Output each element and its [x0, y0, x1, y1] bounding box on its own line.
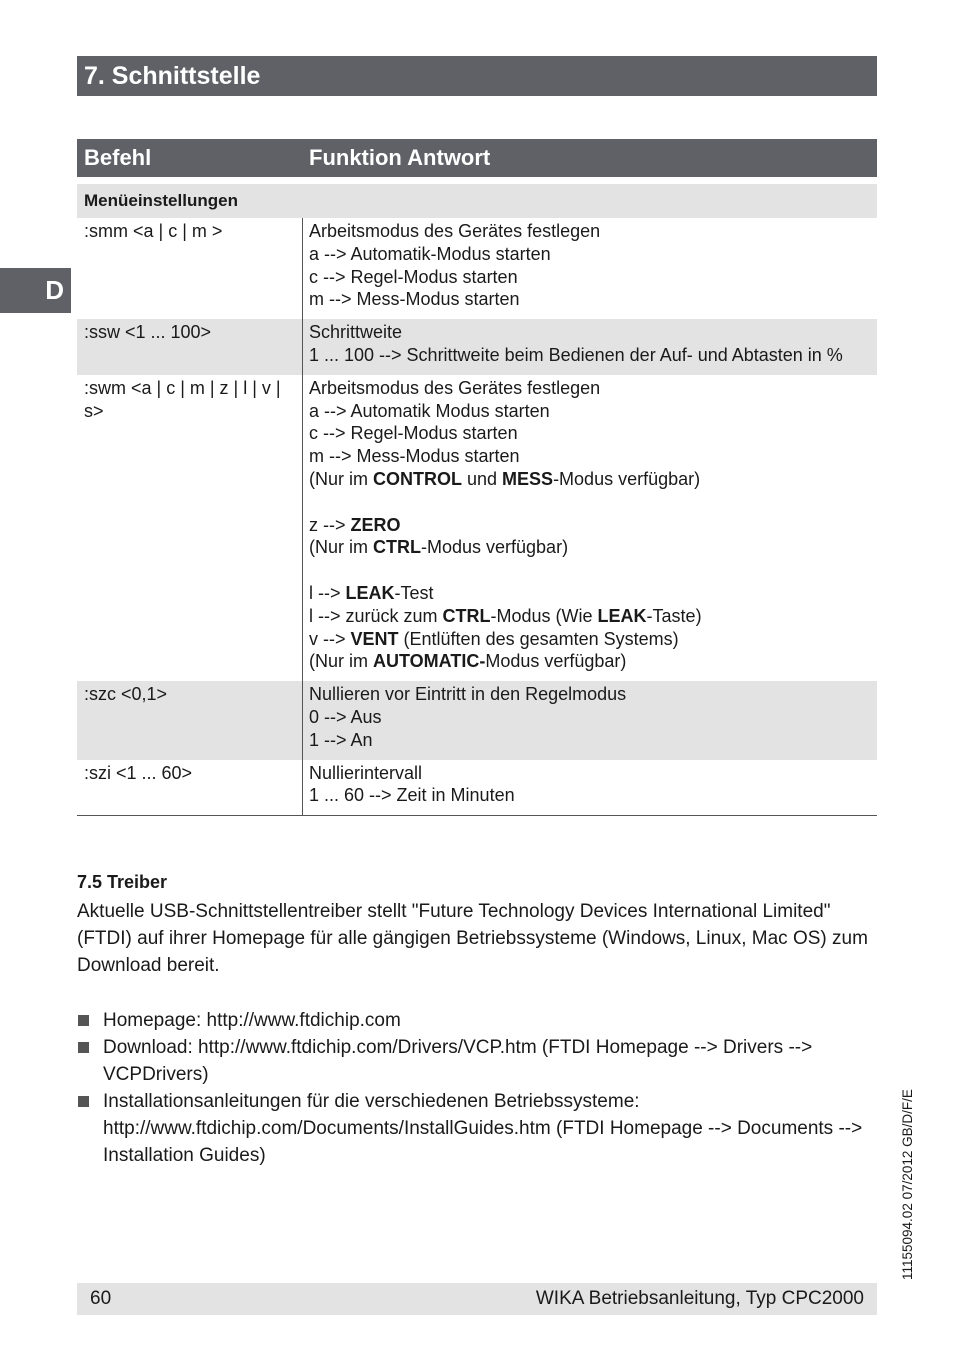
table-row	[77, 681, 877, 759]
command-cell: :swm <a | c | m | z | l | v | s>	[77, 375, 303, 681]
description-cell	[303, 319, 877, 375]
command-cell: :ssw <1 ... 100>	[77, 319, 303, 375]
command-cell: :szi <1 ... 60>	[77, 760, 303, 816]
table-row	[77, 319, 877, 375]
section-title: 7. Schnittstelle	[77, 56, 877, 96]
table-row	[77, 375, 877, 681]
command-cell: :smm <a | c | m >	[77, 218, 303, 319]
description-line: 1 --> An	[309, 729, 373, 750]
table-row	[77, 760, 877, 817]
document-code: 11155094.02 07/2012 GB/D/F/E	[900, 1089, 915, 1280]
table-row	[77, 218, 877, 319]
footer-title: WIKA Betriebsanleitung, Typ CPC2000	[535, 1288, 864, 1309]
command-cell: :szc <0,1>	[77, 681, 303, 759]
subsection-title: 7.5 Treiber	[77, 872, 168, 892]
description-line: (Nur im AUTOMATIC-Modus verfügbar)	[309, 651, 627, 672]
description-line: (Nur im CONTROL und MESS-Modus verfügbar)	[309, 468, 701, 489]
list-item: Download: http://www.ftdichip.com/Drivers/VCP.htm (FTDI Homepage --> Drivers --> VCPDrivers)	[77, 1034, 877, 1088]
square-bullet-icon	[78, 1042, 89, 1053]
list-item: Installationsanleitungen für die verschiedenen Betriebssysteme: http://www.ftdichip.com/Documents/InstallGuides.htm (FTDI Homepage --> Documents --> Installation Guides)	[77, 1088, 877, 1169]
square-bullet-icon	[78, 1015, 89, 1026]
body-paragraph: Aktuelle USB-Schnittstellentreiber stellt "Future Technology Devices International Limited" (FTDI) auf ihrer Homepage für alle gängigen Betriebssysteme (Windows, Linux, Mac OS) zum Download bereit.	[77, 901, 868, 976]
description-line: Nullieren vor Eintritt in den Regelmodus	[309, 684, 627, 705]
description-line: c --> Regel-Modus starten	[309, 423, 518, 444]
language-tab: D	[0, 268, 71, 313]
header-funktion: Funktion Antwort	[309, 145, 491, 170]
page-footer	[77, 1283, 877, 1315]
table-header	[77, 139, 877, 177]
description-line: (Nur im CTRL-Modus verfügbar)	[309, 537, 569, 558]
description-line: Nullierintervall	[309, 762, 423, 783]
header-befehl: Befehl	[84, 145, 152, 170]
description-line: l --> zurück zum CTRL-Modus (Wie LEAK-Taste)	[309, 605, 702, 626]
description-line: a --> Automatik-Modus starten	[309, 243, 551, 264]
description-line: a --> Automatik Modus starten	[309, 400, 550, 421]
description-cell	[303, 681, 877, 759]
description-line: l --> LEAK-Test	[309, 582, 434, 603]
description-line: z --> ZERO	[309, 514, 401, 535]
description-line: v --> VENT (Entlüften des gesamten Systems)	[309, 628, 679, 649]
description-line: Schrittweite	[309, 322, 403, 343]
page-number: 60	[90, 1288, 112, 1309]
description-line: m --> Mess-Modus starten	[309, 289, 520, 310]
square-bullet-icon	[78, 1096, 89, 1107]
list-item: Homepage: http://www.ftdichip.com	[77, 1007, 877, 1034]
description-cell	[303, 760, 877, 816]
description-cell	[303, 218, 877, 319]
description-line: Arbeitsmodus des Gerätes festlegen	[309, 377, 601, 398]
description-line: c --> Regel-Modus starten	[309, 266, 518, 287]
command-table	[77, 139, 877, 816]
table-group-label: Menüeinstellungen	[77, 184, 877, 218]
description-line: 1 ... 100 --> Schrittweite beim Bedienen der Auf- und Abtasten in %	[309, 344, 843, 365]
description-line: Arbeitsmodus des Gerätes festlegen	[309, 221, 601, 241]
bullet-list	[77, 1007, 877, 1169]
description-line: 0 --> Aus	[309, 706, 382, 727]
description-line: 1 ... 60 --> Zeit in Minuten	[309, 785, 515, 806]
description-line: m --> Mess-Modus starten	[309, 446, 520, 467]
description-cell	[303, 375, 877, 681]
